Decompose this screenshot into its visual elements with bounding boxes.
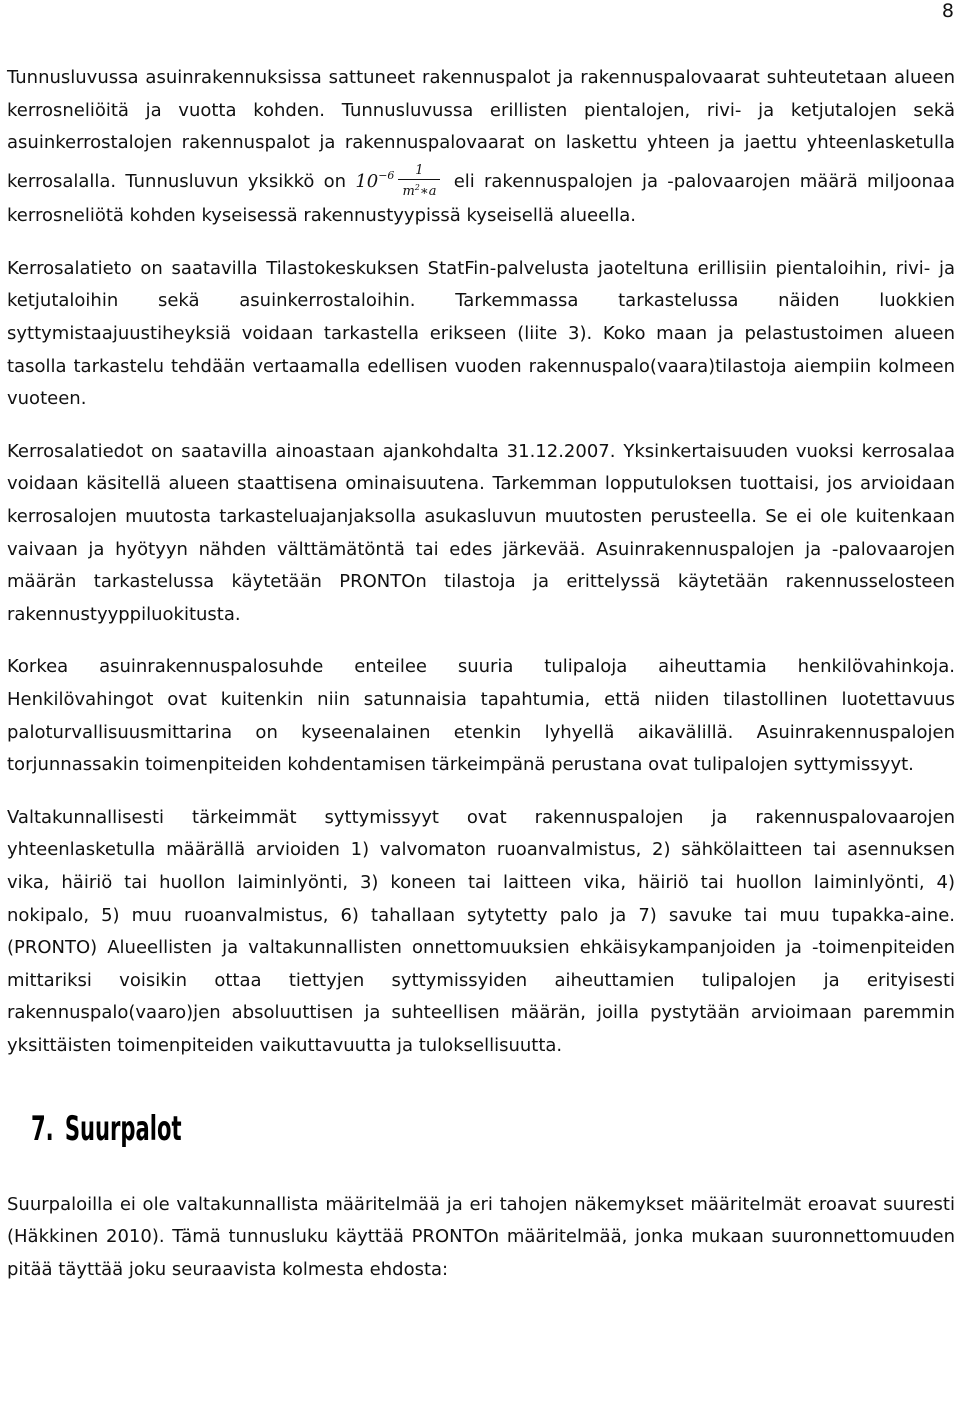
page-number: 8 [941,0,954,22]
fraction-numerator: 1 [398,163,440,180]
paragraph-floor-area-date: Kerrosalatiedot on saatavilla ainoastaan ajankohdalta 31.12.2007. Yksinkertaisuuden vuoksi kerrosalaa voidaan käsitellä alueen staattisena ominaisuutena. Tarkemman lopputuloksen tuottaisi, jos arvioidaan kerrosalojen muutosta tarkasteluajanjaksolla asukasluvun muutosten perusteella. Se ei ole kuitenkaan vaivaan ja hyötyyn nähden välttämätöntä tai edes järkevää. Asuinrakennuspalojen ja -palovaarojen määrän tarkastelussa käytetään PRONTOn tilastoja ja erittelyssä käytetään rakennusselosteen rakennustyyppiluokitusta. [7,440,955,625]
paragraph-unit-definition [7,62,955,233]
fraction-denominator: $m^2∗a$ [402,183,437,200]
section-heading [31,1103,604,1155]
formula-fraction [398,163,440,200]
paragraph-text: Tunnusluvussa asuinrakennuksissa sattuneet rakennuspalot ja rakennuspalovaarat suhteutetaan alueen kerrosneliöitä ja vuotta kohden. Tunnusluvussa erillisten pientalojen, rivi- ja ketjutalojen sekä asuinkerrostalojen rakennuspalot ja rakennuspalovaarat on laskettu yhteen ja jaettu yhteenlasketulla kerrosalalla. Tunnusluvun yksikkö on [7,67,955,192]
section-title: Suurpalot [64,1108,182,1149]
section-number: 7. [31,1108,54,1149]
formula-base: 10 [355,170,379,192]
paragraph-personal-injuries: Korkea asuinrakennuspalosuhde enteilee suuria tulipaloja aiheuttamia henkilövahinkoja. Henkilövahingot ovat kuitenkin niin satunnaisia tapahtumia, että niiden tilastollinen luotettavuus paloturvallisuusmittarina on kyseenalainen etenkin lyhyellä aikavälillä. Asuinrakennuspalojen torjunnassakin toimenpiteiden kohdentamisen tärkeimpänä perustana ovat tulipalojen syttymissyyt. [7,656,955,776]
paragraph-text: eli rakennuspalojen ja -palovaarojen määrä miljoonaa kerrosneliötä kohden kyseisessä rakennustyypissä kyseisellä alueella. [7,170,955,227]
paragraph-ignition-causes: Valtakunnallisesti tärkeimmät syttymissyyt ovat rakennuspalojen ja rakennuspalovaarojen yhteenlasketulla määrällä arvioiden 1) valvomaton ruoanvalmistus, 2) sähkölaitteen tai asennuksen vika, häiriö tai huollon laiminlyönti, 3) koneen tai laitteen vika, häiriö tai huollon laiminlyönti, 4) nokipalo, 5) muu ruoanvalmistus, 6) tahallaan sytytetty palo ja 7) savuke tai muu tupakka-aine. (PRONTO) Alueellisten ja valtakunnallisten onnettomuuksien ehkäisykampanjoiden ja -toimenpiteiden mittariksi voisikin ottaa tiettyjen syttymissyiden aiheuttamien tulipalojen ja erityisesti rakennuspalo(vaaro)jen absoluuttisen ja suhteellisen määrän, joilla pystytään arvioimaan paremmin yksittäisten toimenpiteiden vaikuttavuutta ja tuloksellisuutta. [7,806,955,1056]
paragraph-floor-area-data: Kerrosalatieto on saatavilla Tilastokeskuksen StatFin-palvelusta jaoteltuna erillisiin pientaloihin, rivi- ja ketjutaloihin sekä asuinkerrostaloihin. Tarkemmassa tarkastelussa näiden luokkien syttymistaajuustiheyksiä voidaan tarkastella erikseen (liite 3). Koko maan ja pelastustoimen alueen tasolla tarkastelu tehdään vertaamalla edellisen vuoden rakennuspalo(vaara)tilastoja aiempiin kolmeen vuoteen. [7,257,955,410]
paragraph-large-fires: Suurpaloilla ei ole valtakunnallista määritelmää ja eri tahojen näkemykset määritelmät eroavat suuresti (Häkkinen 2010). Tämä tunnusluku käyttää PRONTOn määritelmää, jonka mukaan suuronnettomuuden pitää täyttää joku seuraavista kolmesta ehdosta: [7,1193,955,1280]
formula-exponent: −6 [378,168,395,182]
unit-formula [355,163,444,200]
document-body [7,62,955,1306]
